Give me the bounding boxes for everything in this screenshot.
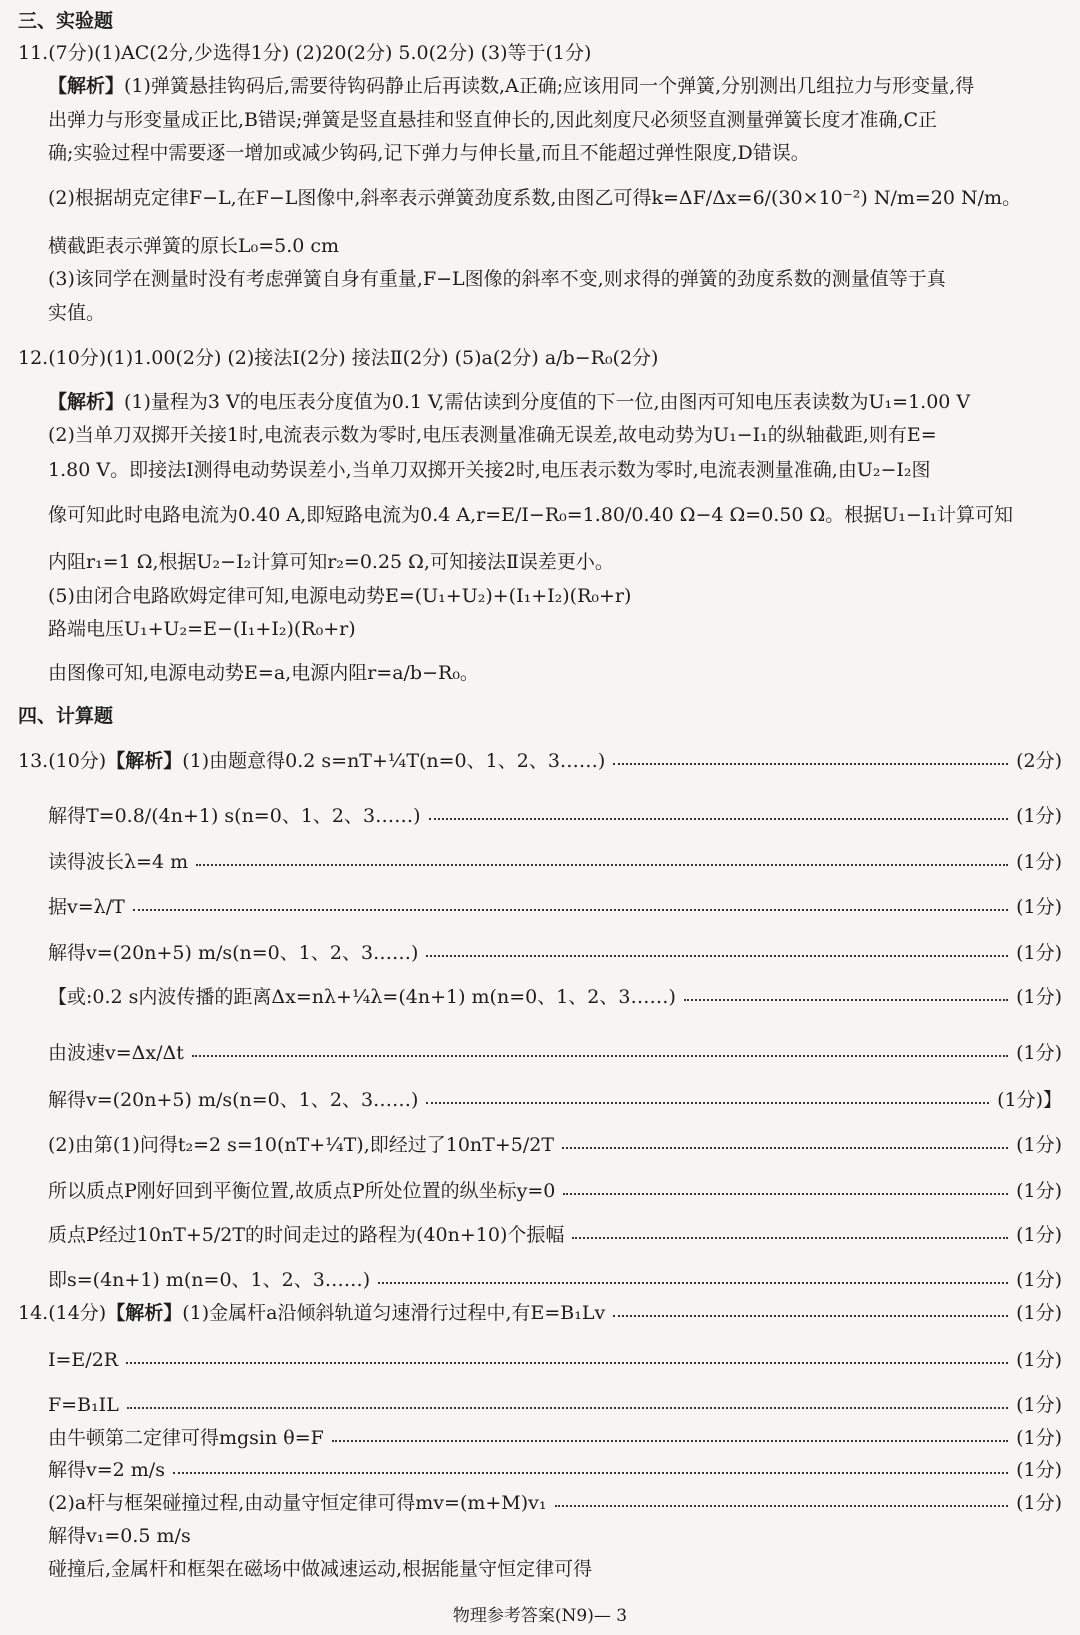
q11-analysis-line-6: (3)该同学在测量时没有考虑弹簧自身有重量,F−L图像的斜率不变,则求得的弹簧的劲度系数的测量值等于真: [48, 268, 946, 290]
q14-line-6: (2)a杆与框架碰撞过程,由动量守恒定律可得mv=(m+M)v₁: [48, 1492, 547, 1514]
leader-dots: [429, 818, 1009, 820]
q14-score-2: (1分): [1016, 1349, 1062, 1371]
section-3-heading: 三、实验题: [18, 10, 114, 32]
page-footer: 物理参考答案(N9)— 3: [452, 1606, 628, 1626]
q13-score-4: (1分): [1016, 896, 1062, 918]
q13-score-8: (1分)】: [997, 1089, 1062, 1111]
q14-row-2: [48, 1350, 1062, 1370]
q14-line-5: 解得v=2 m/s: [48, 1459, 165, 1481]
q12-analysis-line-2: (2)当单刀双掷开关接1时,电流表示数为零时,电压表测量准确无误差,故电动势为U₁−I₁的纵轴截距,则有E=: [48, 424, 937, 446]
q13-line-7: 由波速v=Δx/Δt: [48, 1042, 184, 1064]
q13-line-4: 据v=λ/T: [48, 896, 125, 918]
q14-score-3: (1分): [1016, 1394, 1062, 1416]
q14-line-2: I=E/2R: [48, 1349, 119, 1371]
q14-row-1: [18, 1303, 1062, 1323]
q11-analysis-line-1: [48, 76, 974, 96]
q12-p1: (1)量程为3 V的电压表分度值为0.1 V,需估读到分度值的下一位,由图丙可知电压表读数为U₁=1.00 V: [124, 391, 971, 413]
q13-score-2: (1分): [1016, 805, 1062, 827]
q13-row-12: [48, 1270, 1062, 1290]
q14-line-8: 碰撞后,金属杆和框架在磁场中做减速运动,根据能量守恒定律可得: [48, 1558, 593, 1580]
leader-dots: [126, 1362, 1008, 1364]
leader-dots: [378, 1282, 1008, 1284]
q12-answer-summary: 12.(10分)(1)1.00(2分) (2)接法Ⅰ(2分) 接法Ⅱ(2分) (5)a(2分) a/b−R₀(2分): [18, 347, 659, 369]
leader-dots: [563, 1193, 1008, 1195]
q14-line-3: F=B₁IL: [48, 1394, 119, 1416]
q13-line-11: 质点P经过10nT+5/2T的时间走过的路程为(40n+10)个振幅: [48, 1224, 565, 1246]
q13-row-11: [48, 1225, 1062, 1245]
analysis-tag: 【解析】: [48, 75, 125, 97]
q14-score-5: (1分): [1016, 1459, 1062, 1481]
q13-score-1: (2分): [1016, 750, 1062, 772]
leader-dots: [332, 1440, 1008, 1442]
leader-dots: [613, 1315, 1008, 1317]
q13-line-3: 读得波长λ=4 m: [48, 851, 189, 873]
q11-analysis-line-7: 实值。: [48, 302, 106, 324]
q11-analysis-line-2: 出弹力与形变量成正比,B错误;弹簧是竖直悬挂和竖直伸长的,因此刻度尺必须竖直测量弹簧长度才准确,C正: [48, 109, 938, 131]
q13-score-10: (1分): [1016, 1180, 1062, 1202]
leader-dots: [426, 955, 1008, 957]
q14-score-6: (1分): [1016, 1492, 1062, 1514]
q12-analysis-line-1: [48, 392, 970, 412]
q13-score-11: (1分): [1016, 1224, 1062, 1246]
analysis-tag: 【解析】: [106, 750, 183, 772]
leader-dots: [684, 999, 1008, 1001]
q13-row-10: [48, 1181, 1062, 1201]
q13-line-5: 解得v=(20n+5) m/s(n=0、1、2、3……): [48, 942, 419, 964]
analysis-tag: 【解析】: [48, 391, 125, 413]
q12-analysis-line-6: (5)由闭合电路欧姆定律可知,电源电动势E=(U₁+U₂)+(I₁+I₂)(R₀+r): [48, 585, 632, 607]
leader-dots: [173, 1472, 1008, 1474]
q12-analysis-line-4: 像可知此时电路电流为0.40 A,即短路电流为0.4 A,r=E/I−R₀=1.80/0.40 Ω−4 Ω=0.50 Ω。根据U₁−I₁计算可知: [48, 504, 1013, 526]
leader-dots: [426, 1102, 989, 1104]
leader-dots: [127, 1407, 1008, 1409]
q14-line-7: 解得v₁=0.5 m/s: [48, 1525, 191, 1547]
leader-dots: [572, 1237, 1008, 1239]
q13-line-2: 解得T=0.8/(4n+1) s(n=0、1、2、3……): [48, 805, 421, 827]
q11-answer-summary: 11.(7分)(1)AC(2分,少选得1分) (2)20(2分) 5.0(2分) (3)等于(1分): [18, 42, 592, 64]
q13-row-9: [48, 1135, 1062, 1155]
leader-dots: [555, 1505, 1009, 1507]
q11-analysis-line-4: (2)根据胡克定律F−L,在F−L图像中,斜率表示弹簧劲度系数,由图乙可得k=ΔF/Δx=6/(30×10⁻²) N/m=20 N/m。: [48, 187, 1022, 209]
q13-row-8: [48, 1090, 1062, 1110]
q14-line-4: 由牛顿第二定律可得mgsin θ=F: [48, 1427, 324, 1449]
q13-score-7: (1分): [1016, 1042, 1062, 1064]
q13-line-8: 解得v=(20n+5) m/s(n=0、1、2、3……): [48, 1089, 419, 1111]
q13-number: 13.(10分): [18, 750, 107, 772]
section-4-heading: 四、计算题: [18, 705, 114, 727]
q13-row-1: [18, 751, 1062, 771]
analysis-tag: 【解析】: [106, 1302, 183, 1324]
leader-dots: [562, 1147, 1008, 1149]
q14-row-4: [48, 1428, 1062, 1448]
q13-score-5: (1分): [1016, 942, 1062, 964]
q11-analysis-line-3: 确;实验过程中需要逐一增加或减少钩码,记下弹力与伸长量,而且不能超过弹性限度,D错误。: [48, 142, 810, 164]
leader-dots: [192, 1055, 1008, 1057]
q14-score-4: (1分): [1016, 1427, 1062, 1449]
q13-line-6: 【或:0.2 s内波传播的距离Δx=nλ+¼λ=(4n+1) m(n=0、1、2、3……): [48, 986, 676, 1008]
q13-line-9: (2)由第(1)问得t₂=2 s=10(nT+¼T),即经过了10nT+5/2T: [48, 1134, 555, 1156]
q13-row-3: [48, 852, 1062, 872]
q13-score-6: (1分): [1016, 986, 1062, 1008]
q11-analysis-line-5: 横截距表示弹簧的原长L₀=5.0 cm: [48, 235, 340, 257]
q13-line-12: 即s=(4n+1) m(n=0、1、2、3……): [48, 1269, 371, 1291]
q13-row-2: [48, 806, 1062, 826]
q11-p1: (1)弹簧悬挂钩码后,需要待钩码静止后再读数,A正确;应该用同一个弹簧,分别测出几组拉力与形变量,得: [124, 75, 975, 97]
q14-line-1: (1)金属杆a沿倾斜轨道匀速滑行过程中,有E=B₁Lv: [182, 1302, 606, 1324]
q13-row-5: [48, 943, 1062, 963]
q13-line-1: (1)由题意得0.2 s=nT+¼T(n=0、1、2、3……): [182, 750, 606, 772]
q14-row-3: [48, 1395, 1062, 1415]
q13-score-3: (1分): [1016, 851, 1062, 873]
q13-row-4: [48, 897, 1062, 917]
q12-analysis-line-5: 内阻r₁=1 Ω,根据U₂−I₂计算可知r₂=0.25 Ω,可知接法Ⅱ误差更小。: [48, 551, 614, 573]
q13-row-7: [48, 1043, 1062, 1063]
q14-score-1: (1分): [1016, 1302, 1062, 1324]
leader-dots: [133, 909, 1008, 911]
q14-row-6: [48, 1493, 1062, 1513]
q13-score-9: (1分): [1016, 1134, 1062, 1156]
leader-dots: [613, 763, 1008, 765]
q12-analysis-line-8: 由图像可知,电源电动势E=a,电源内阻r=a/b−R₀。: [48, 662, 479, 684]
q14-number: 14.(14分): [18, 1302, 107, 1324]
leader-dots: [196, 864, 1008, 866]
q12-analysis-line-3: 1.80 V。即接法Ⅰ测得电动势误差小,当单刀双掷开关接2时,电压表示数为零时,电流表测量准确,由U₂−I₂图: [48, 459, 931, 481]
q14-row-5: [48, 1460, 1062, 1480]
q12-analysis-line-7: 路端电压U₁+U₂=E−(I₁+I₂)(R₀+r): [48, 618, 356, 640]
q13-score-12: (1分): [1016, 1269, 1062, 1291]
q13-line-10: 所以质点P刚好回到平衡位置,故质点P所处位置的纵坐标y=0: [48, 1180, 556, 1202]
q13-row-6: [48, 987, 1062, 1007]
